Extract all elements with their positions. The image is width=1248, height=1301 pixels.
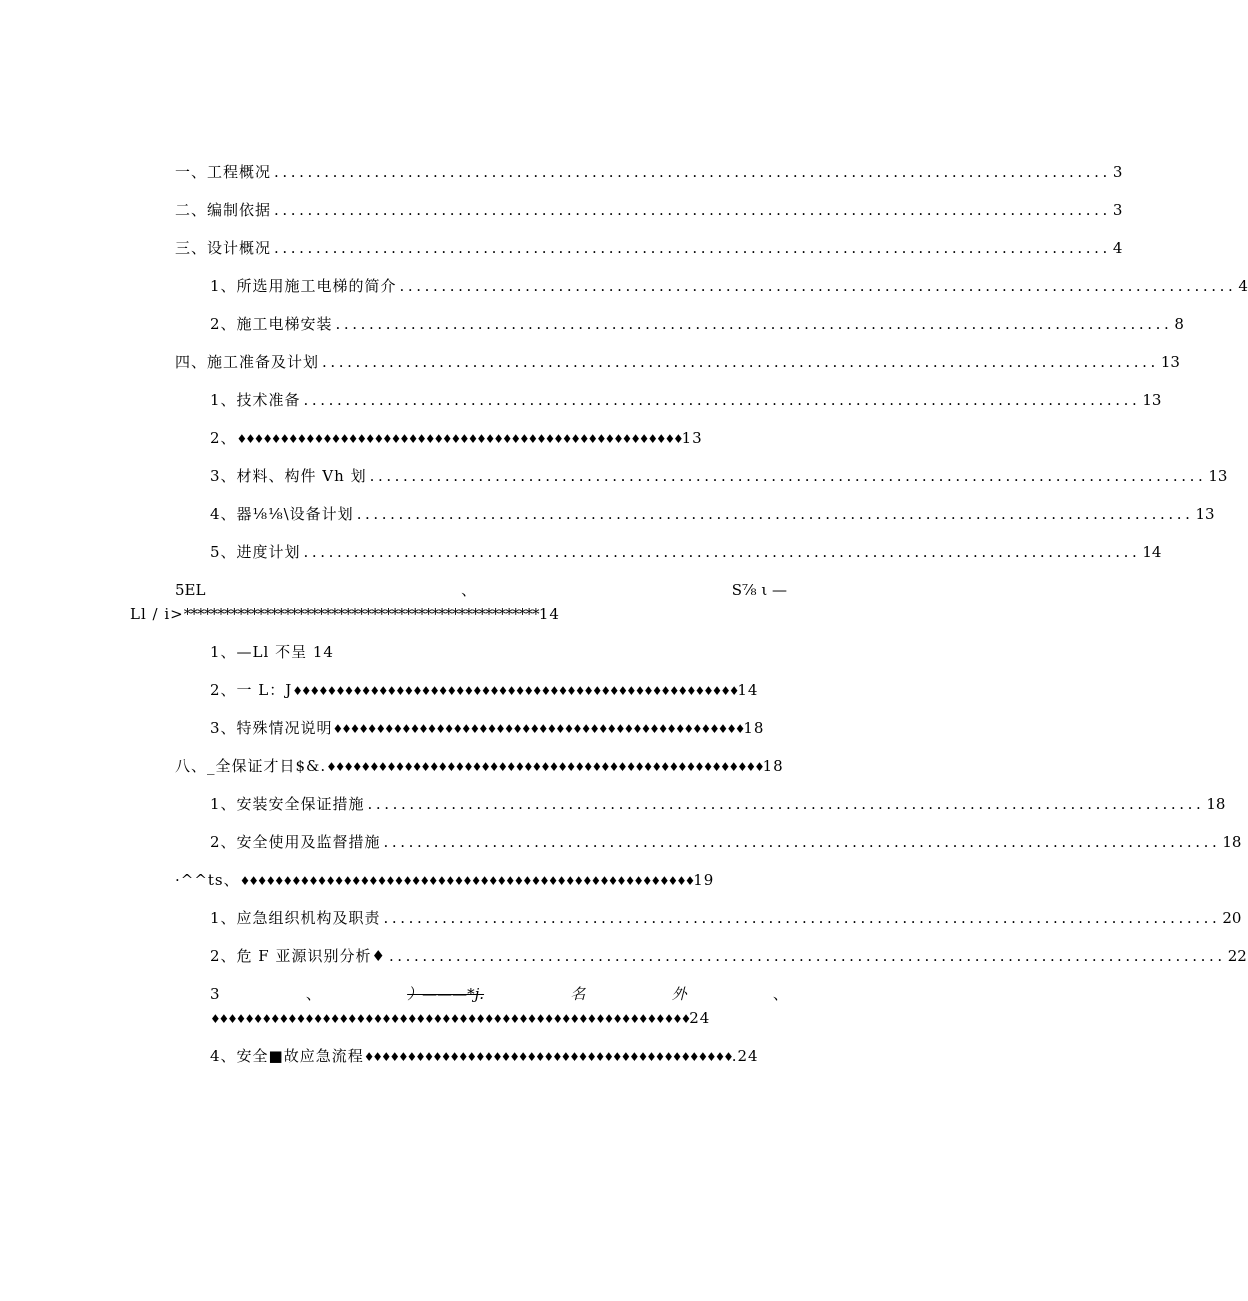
- toc-entry-garbled-9-3-head[interactable]: [210, 984, 788, 1004]
- toc-entry-usage-supervision[interactable]: [210, 832, 1242, 852]
- toc-entry-title: ·^^ts、: [175, 871, 240, 889]
- toc-page-number: 3: [1112, 201, 1123, 219]
- toc-garbled-fill: ♦♦♦♦♦♦♦♦♦♦♦♦♦♦♦♦♦♦♦♦♦♦♦♦♦♦♦♦♦♦♦♦♦♦♦♦♦♦♦♦♦♦♦♦♦♦♦♦: [332, 722, 744, 736]
- toc-entry-title: 1、所选用施工电梯的简介: [210, 277, 397, 295]
- toc-page-number: 4: [1112, 239, 1123, 257]
- toc-entry-garbled-5-head[interactable]: [175, 580, 787, 600]
- toc-entry-compilation-basis[interactable]: [175, 200, 1123, 220]
- toc-garbled-fill: ♦♦♦♦♦♦♦♦♦♦♦♦♦♦♦♦♦♦♦♦♦♦♦♦♦♦♦♦♦♦♦♦♦♦♦♦♦♦♦♦♦♦♦♦♦♦♦♦♦♦♦♦: [292, 684, 738, 698]
- toc-entry-emergency-flow[interactable]: [210, 1046, 770, 1067]
- toc-page-number: 18: [743, 719, 765, 737]
- toc-page-number: 13: [681, 429, 703, 447]
- toc-fill-tail: .: [731, 1047, 738, 1065]
- toc-entry-elevator-intro[interactable]: [210, 276, 1248, 296]
- toc-entry-title: 2、: [210, 429, 237, 447]
- toc-entry-title: 2、施工电梯安装: [210, 315, 333, 333]
- toc-entry-safety-guarantee[interactable]: [175, 756, 784, 777]
- toc-entry-title: 3、材料、构件 Vh 划: [210, 467, 367, 485]
- toc-entry-equipment-plan[interactable]: [210, 504, 1215, 524]
- toc-entry-garbled-2[interactable]: [210, 428, 740, 449]
- toc-entry-construction-prep[interactable]: [175, 352, 1180, 372]
- toc-entry-title: 八、_全保证才日$&.: [175, 757, 327, 775]
- toc-entry-title: 3、特殊情况说明: [210, 719, 333, 737]
- toc-leader: ....................................................................................................: [383, 833, 1221, 851]
- toc-leader: ....................................................................................................: [274, 239, 1111, 257]
- toc-fragment-mid: 、: [461, 581, 477, 599]
- toc-fragment: 外: [671, 985, 687, 1003]
- toc-entry-title: 2、安全使用及监督措施: [210, 833, 381, 851]
- toc-leader: ....................................................................................................: [367, 795, 1205, 813]
- toc-garbled-fill: ♦♦♦♦♦♦♦♦♦♦♦♦♦♦♦♦♦♦♦♦♦♦♦♦♦♦♦♦♦♦♦♦♦♦♦♦♦♦♦♦♦♦♦♦♦♦♦♦♦♦♦: [326, 760, 763, 774]
- toc-garbled-fill: ♦♦♦♦♦♦♦♦♦♦♦♦♦♦♦♦♦♦♦♦♦♦♦♦♦♦♦♦♦♦♦♦♦♦♦♦♦♦♦♦♦♦♦♦♦♦♦♦♦♦♦♦: [236, 432, 682, 446]
- toc-page-number: 14: [1142, 543, 1162, 561]
- toc-entry-title: 1、应急组织机构及职责: [210, 909, 381, 927]
- toc-entry-install-safety[interactable]: [210, 794, 1226, 814]
- toc-entry-title: 一、工程概况: [175, 163, 272, 181]
- toc-entry-title: 4、安全■故应急流程: [210, 1047, 364, 1065]
- toc-page-number: 18: [1222, 833, 1242, 851]
- toc-garbled-fill: *****************************************************: [183, 605, 539, 623]
- toc-leader: ....................................................................................................: [274, 163, 1111, 181]
- toc-page-number: 4: [1238, 277, 1248, 295]
- toc-leader: ....................................................................................................: [399, 277, 1237, 295]
- toc-page-number: 8: [1174, 315, 1184, 333]
- toc-garbled-fill: ♦♦♦♦♦♦♦♦♦♦♦♦♦♦♦♦♦♦♦♦♦♦♦♦♦♦♦♦♦♦♦♦♦♦♦♦♦♦♦♦♦♦♦♦♦♦♦♦♦♦♦♦♦: [239, 874, 694, 888]
- toc-entry-design-overview[interactable]: [175, 238, 1123, 258]
- toc-entry-hazard-analysis[interactable]: [210, 946, 1247, 966]
- toc-page-number: 13: [1160, 353, 1180, 371]
- toc-page-number: 13: [1208, 467, 1228, 485]
- toc-page-number: 13: [1142, 391, 1162, 409]
- toc-fragment: ）———*j.: [407, 985, 485, 1003]
- toc-page-number: 13: [1195, 505, 1215, 523]
- toc-leader: ....................................................................................................: [383, 909, 1221, 927]
- toc-page-number: 22: [1227, 947, 1247, 965]
- toc-fragment: 、: [772, 985, 788, 1003]
- toc-entry-emergency-org[interactable]: [210, 908, 1242, 928]
- toc-page-number: 20: [1222, 909, 1242, 927]
- toc-garbled-fill: ♦♦♦♦♦♦♦♦♦♦♦♦♦♦♦♦♦♦♦♦♦♦♦♦♦♦♦♦♦♦♦♦♦♦♦♦♦♦♦♦♦♦♦: [363, 1050, 732, 1064]
- toc-entry-title: 三、设计概况: [175, 239, 272, 257]
- toc-page-number: 24: [737, 1047, 759, 1065]
- toc-entry-title: Ll / i>: [130, 605, 184, 623]
- toc-entry-title: 1、安装安全保证措施: [210, 795, 365, 813]
- toc-entry-garbled-9-3-tail[interactable]: [210, 1008, 710, 1029]
- toc-leader: ....................................................................................................: [388, 947, 1226, 965]
- toc-fragment: 、: [305, 985, 321, 1003]
- toc-entry-garbled-9[interactable]: [175, 870, 735, 891]
- toc-leader: ....................................................................................................: [274, 201, 1111, 219]
- toc-entry-schedule-plan[interactable]: [210, 542, 1162, 562]
- toc-leader: ....................................................................................................: [322, 353, 1159, 371]
- toc-entry-elevator-install[interactable]: [210, 314, 1184, 334]
- toc-entry-garbled-5-1[interactable]: [210, 642, 410, 662]
- toc-leader: ....................................................................................................: [335, 315, 1173, 333]
- toc-page-number: 18: [1206, 795, 1226, 813]
- toc-entry-title: 二、编制依据: [175, 201, 272, 219]
- toc-leader: ....................................................................................................: [356, 505, 1194, 523]
- toc-entry-garbled-5-2[interactable]: [210, 680, 790, 701]
- toc-fragment: 3: [210, 985, 220, 1003]
- toc-entry-title: 四、施工准备及计划: [175, 353, 320, 371]
- toc-page-number: 3: [1112, 163, 1123, 181]
- toc-entry-title: 5、进度计划: [210, 543, 301, 561]
- toc-entry-title: 4、器⅛⅛\设备计划: [210, 505, 354, 523]
- toc-page-number: 24: [689, 1009, 711, 1027]
- toc-fragment-right: S⅞ ι —: [731, 581, 787, 599]
- toc-fragment-left: 5EL: [175, 581, 206, 599]
- toc-garbled-fill: ♦♦♦♦♦♦♦♦♦♦♦♦♦♦♦♦♦♦♦♦♦♦♦♦♦♦♦♦♦♦♦♦♦♦♦♦♦♦♦♦♦♦♦♦♦♦♦♦♦♦♦♦♦♦♦♦: [210, 1012, 690, 1026]
- toc-entry-title: 2、危 F 亚源识别分析♦: [210, 947, 386, 965]
- toc-leader: ....................................................................................................: [303, 391, 1141, 409]
- toc-page-number: 14: [737, 681, 759, 699]
- toc-entry-special-cases[interactable]: [210, 718, 770, 739]
- toc-entry-title: 2、一 L：J: [210, 681, 293, 699]
- toc-entry-title: 1、—Ll 不呈 14: [210, 643, 334, 661]
- toc-leader: ....................................................................................................: [369, 467, 1207, 485]
- toc-entry-materials-plan[interactable]: [210, 466, 1228, 486]
- toc-entry-engineering-overview[interactable]: [175, 162, 1123, 182]
- toc-entry-technical-prep[interactable]: [210, 390, 1162, 410]
- toc-page-number: 14: [538, 605, 560, 623]
- toc-page-number: 19: [693, 871, 715, 889]
- toc-entry-title: 1、技术准备: [210, 391, 301, 409]
- toc-fragment: 名: [570, 985, 586, 1003]
- toc-leader: ....................................................................................................: [303, 543, 1141, 561]
- toc-entry-garbled-5-tail[interactable]: [130, 604, 690, 624]
- toc-page-number: 18: [762, 757, 784, 775]
